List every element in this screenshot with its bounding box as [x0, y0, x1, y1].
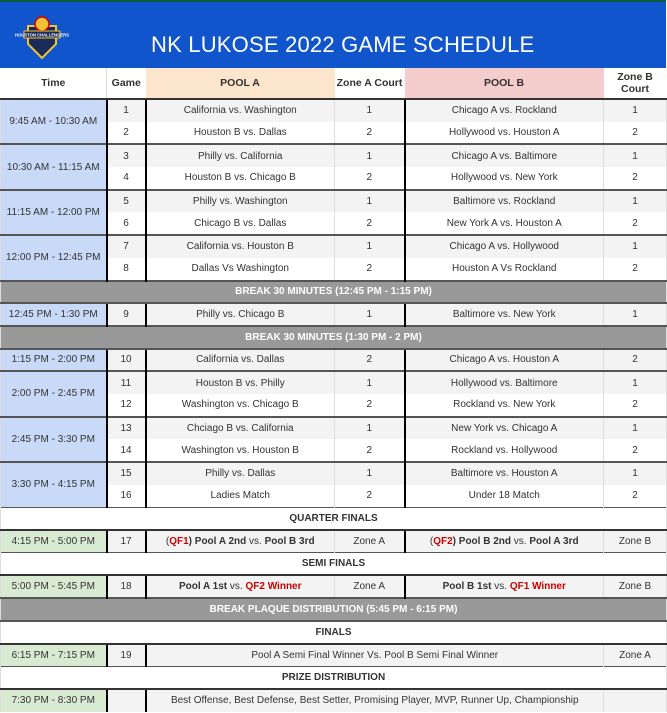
game-number: 7: [107, 235, 146, 258]
pool-a-match: Washington vs. Chicago B: [146, 394, 335, 417]
zone-a-court: 2: [335, 394, 405, 417]
section-header-row: [1, 507, 667, 530]
zone-a-court: 2: [335, 439, 405, 462]
game-number: 5: [107, 190, 146, 213]
pool-a-match: Chicago B vs. Dallas: [146, 212, 335, 235]
pool-b-match: Baltimore vs. Houston A: [405, 462, 604, 485]
pool-a-match: [146, 530, 335, 553]
zone-b-court: 2: [604, 167, 667, 190]
pool-b-match: Hollywood vs. Baltimore: [405, 371, 604, 394]
final-match: Pool A Semi Final Winner Vs. Pool B Semi Final Winner: [146, 644, 604, 667]
section-title: QUARTER FINALS: [1, 507, 667, 530]
col-time: Time: [1, 68, 107, 99]
zone-a-court: 2: [335, 349, 405, 372]
zone-b-court: 1: [604, 371, 667, 394]
col-game: Game: [107, 68, 146, 99]
section-header-row: [1, 666, 667, 689]
col-pool-a: POOL A: [146, 68, 335, 99]
pool-b-match: Chicago A vs. Hollywood: [405, 235, 604, 258]
game-row: [1, 190, 667, 213]
pool-b-match: Chicago A vs. Baltimore: [405, 144, 604, 167]
zone-b-court: 1: [604, 190, 667, 213]
pool-a-match: Washington vs. Houston B: [146, 439, 335, 462]
zone-a-court: 1: [335, 190, 405, 213]
houston-challengers-logo: [15, 14, 69, 60]
zone-a-court: 2: [335, 212, 405, 235]
game-number: 8: [107, 258, 146, 281]
pool-b-match: Chicago A vs. Rockland: [405, 99, 604, 122]
pool-b-match: Hollywood vs. Houston A: [405, 122, 604, 145]
zone-b-court: Zone B: [604, 575, 667, 598]
zone-b-court: 2: [604, 258, 667, 281]
zone-b-court: 2: [604, 212, 667, 235]
game-number: 19: [107, 644, 146, 667]
game-row: [1, 575, 667, 598]
time-slot: 12:00 PM - 12:45 PM: [1, 235, 107, 280]
match-text-part: QF2 Winner: [245, 581, 302, 593]
section-header-row: [1, 621, 667, 644]
game-number: [107, 689, 146, 712]
game-number: 13: [107, 417, 146, 440]
break-row: [1, 281, 667, 304]
pool-a-match: Chciago B vs. California: [146, 417, 335, 440]
pool-a-match: California vs. Dallas: [146, 349, 335, 372]
col-zone-b-court: Zone B Court: [604, 68, 667, 99]
zone-a-court: 1: [335, 99, 405, 122]
break-label: BREAK PLAQUE DISTRIBUTION (5:45 PM - 6:15 PM): [1, 598, 667, 621]
game-row: [1, 349, 667, 372]
break-label: BREAK 30 MINUTES (1:30 PM - 2 PM): [1, 326, 667, 349]
pool-a-match: Houston B vs. Dallas: [146, 122, 335, 145]
pool-b-match: Rockland vs. New York: [405, 394, 604, 417]
section-header-row: [1, 553, 667, 576]
zone-b-court: 1: [604, 303, 667, 326]
game-row: [1, 689, 667, 712]
match-text-part: QF1 Winner: [509, 581, 566, 593]
game-row: [1, 462, 667, 485]
match-text-part: vs.: [494, 581, 510, 593]
pool-b-match: Hollywood vs. New York: [405, 167, 604, 190]
time-slot: 2:45 PM - 3:30 PM: [1, 417, 107, 462]
zone-a-court: 1: [335, 371, 405, 394]
zone-a-court: 2: [335, 122, 405, 145]
time-slot: 10:30 AM - 11:15 AM: [1, 144, 107, 189]
zone-b-court: 1: [604, 144, 667, 167]
zone-b-court: 2: [604, 394, 667, 417]
zone-a-court: 1: [335, 462, 405, 485]
game-row: [1, 235, 667, 258]
zone-a-court: 1: [335, 235, 405, 258]
pool-a-match: [146, 575, 335, 598]
pool-a-match: Ladies Match: [146, 485, 335, 508]
zone-b-court: [604, 689, 667, 712]
time-slot: 1:15 PM - 2:00 PM: [1, 349, 107, 372]
game-row: [1, 144, 667, 167]
game-number: 6: [107, 212, 146, 235]
game-number: 10: [107, 349, 146, 372]
zone-b-court: 1: [604, 417, 667, 440]
pool-b-match: Houston A Vs Rockland: [405, 258, 604, 281]
zone-a-court: Zone A: [335, 530, 405, 553]
match-text-part: vs.: [513, 536, 530, 548]
game-number: 17: [107, 530, 146, 553]
zone-b-court: 2: [604, 349, 667, 372]
match-text-part: vs.: [249, 536, 265, 548]
pool-b-match: Baltimore vs. Rockland: [405, 190, 604, 213]
time-slot: 2:00 PM - 2:45 PM: [1, 371, 107, 416]
match-text-part: vs.: [229, 581, 246, 593]
match-text-part: (: [165, 536, 170, 548]
pool-a-match: Philly vs. California: [146, 144, 335, 167]
break-row: [1, 326, 667, 349]
pool-b-match: Baltimore vs. New York: [405, 303, 604, 326]
table-header-row: [1, 68, 667, 99]
time-slot: 6:15 PM - 7:15 PM: [1, 644, 107, 667]
game-number: 18: [107, 575, 146, 598]
svg-text:HOUSTON CHALLENGERS: HOUSTON CHALLENGERS: [15, 32, 69, 38]
zone-a-court: 1: [335, 144, 405, 167]
match-text-part: Pool B 3rd: [264, 536, 315, 548]
match-text-part: Pool A 3rd: [529, 536, 579, 548]
pool-b-match: Under 18 Match: [405, 485, 604, 508]
break-row: [1, 598, 667, 621]
match-text-part: Pool A 1st: [178, 581, 230, 593]
time-slot: 3:30 PM - 4:15 PM: [1, 462, 107, 507]
match-text-part: ) Pool B 2nd: [452, 536, 514, 548]
match-text-part: ) Pool A 2nd: [188, 536, 250, 548]
game-number: 3: [107, 144, 146, 167]
pool-a-match: Philly vs. Washington: [146, 190, 335, 213]
game-row: [1, 644, 667, 667]
game-row: [1, 99, 667, 122]
game-number: 2: [107, 122, 146, 145]
match-text-part: QF2: [433, 536, 453, 548]
time-slot: 11:15 AM - 12:00 PM: [1, 190, 107, 235]
col-pool-b: POOL B: [405, 68, 604, 99]
game-row: [1, 371, 667, 394]
zone-b-court: Zone B: [604, 530, 667, 553]
match-text-part: (: [429, 536, 434, 548]
section-title: FINALS: [1, 621, 667, 644]
pool-b-match: Rockland vs. Hollywood: [405, 439, 604, 462]
game-number: 11: [107, 371, 146, 394]
zone-a-court: 2: [335, 258, 405, 281]
zone-a-court: Zone A: [335, 575, 405, 598]
time-slot: 12:45 PM - 1:30 PM: [1, 303, 107, 326]
pool-a-match: California vs. Washington: [146, 99, 335, 122]
game-number: 1: [107, 99, 146, 122]
section-title: SEMI FINALS: [1, 553, 667, 576]
time-slot: 4:15 PM - 5:00 PM: [1, 530, 107, 553]
pool-b-match: [405, 530, 604, 553]
match-text-part: Pool B 1st: [442, 581, 495, 593]
time-slot: 9:45 AM - 10:30 AM: [1, 99, 107, 144]
pool-b-match: [405, 575, 604, 598]
zone-a-court: 2: [335, 167, 405, 190]
game-number: 9: [107, 303, 146, 326]
zone-b-court: Zone A: [604, 644, 667, 667]
break-label: BREAK 30 MINUTES (12:45 PM - 1:15 PM): [1, 281, 667, 304]
pool-b-match: New York vs. Chicago A: [405, 417, 604, 440]
page-header: [0, 0, 666, 68]
zone-b-court: 2: [604, 439, 667, 462]
col-zone-a-court: Zone A Court: [335, 68, 405, 99]
final-match: Best Offense, Best Defense, Best Setter, Promising Player, MVP, Runner Up, Championship: [146, 689, 604, 712]
time-slot: 5:00 PM - 5:45 PM: [1, 575, 107, 598]
page-title: NK LUKOSE 2022 GAME SCHEDULE: [151, 32, 535, 57]
game-number: 15: [107, 462, 146, 485]
zone-b-court: 1: [604, 462, 667, 485]
zone-a-court: 1: [335, 303, 405, 326]
game-row: [1, 417, 667, 440]
match-text-part: QF1: [169, 536, 189, 548]
game-number: 14: [107, 439, 146, 462]
pool-a-match: Dallas Vs Washington: [146, 258, 335, 281]
pool-a-match: Philly vs. Dallas: [146, 462, 335, 485]
zone-a-court: 1: [335, 417, 405, 440]
schedule-table: [0, 68, 667, 712]
pool-b-match: Chicago A vs. Houston A: [405, 349, 604, 372]
zone-b-court: 2: [604, 485, 667, 508]
game-row: [1, 303, 667, 326]
zone-b-court: 1: [604, 235, 667, 258]
pool-a-match: California vs. Houston B: [146, 235, 335, 258]
zone-b-court: 2: [604, 122, 667, 145]
game-number: 16: [107, 485, 146, 508]
pool-b-match: New York A vs. Houston A: [405, 212, 604, 235]
zone-b-court: 1: [604, 99, 667, 122]
section-title: PRIZE DISTRIBUTION: [1, 666, 667, 689]
pool-a-match: Houston B vs. Chicago B: [146, 167, 335, 190]
pool-a-match: Houston B vs. Philly: [146, 371, 335, 394]
time-slot: 7:30 PM - 8:30 PM: [1, 689, 107, 712]
game-row: [1, 530, 667, 553]
game-number: 4: [107, 167, 146, 190]
zone-a-court: 2: [335, 485, 405, 508]
pool-a-match: Philly vs. Chicago B: [146, 303, 335, 326]
game-number: 12: [107, 394, 146, 417]
